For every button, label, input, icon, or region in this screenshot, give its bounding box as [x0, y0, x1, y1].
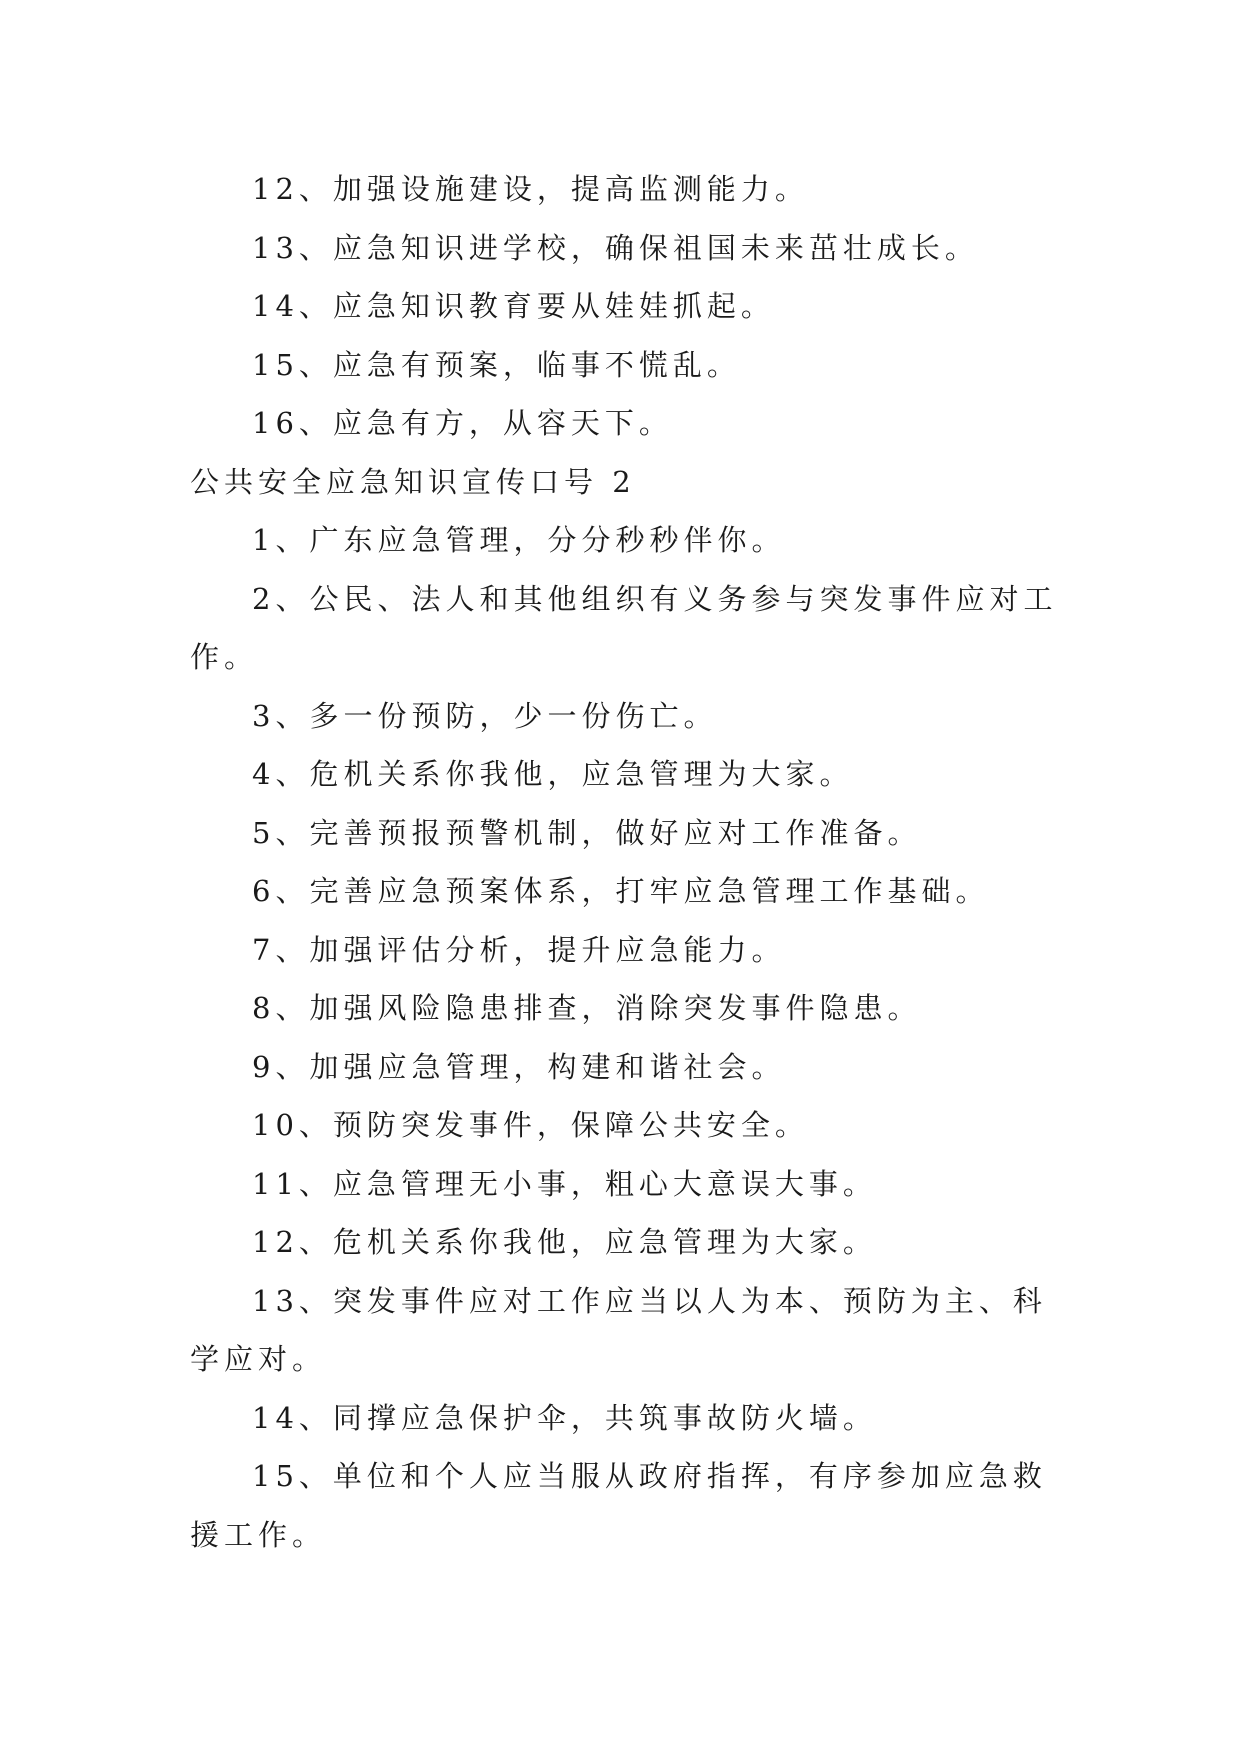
slogan-item: 15、单位和个人应当服从政府指挥，有序参加应急救援工作。: [190, 1459, 1047, 1552]
slogan-item: 5、完善预报预警机制，做好应对工作准备。: [252, 815, 922, 850]
slogan-item: 12、危机关系你我他，应急管理为大家。: [252, 1225, 877, 1259]
slogan-item: 7、加强评估分析，提升应急能力。: [252, 932, 786, 967]
slogan-item: 16、应急有方，从容天下。: [252, 406, 673, 440]
section-heading: 公共安全应急知识宣传口号 2: [190, 464, 636, 499]
slogan-item: 14、同撑应急保护伞，共筑事故防火墙。: [252, 1400, 877, 1435]
slogan-item: 10、预防突发事件，保障公共安全。: [252, 1108, 809, 1142]
slogan-item: 2、公民、法人和其他组织有义务参与突发事件应对工作。: [190, 581, 1058, 674]
slogan-item: 6、完善应急预案体系，打牢应急管理工作基础。: [252, 874, 990, 908]
slogan-item: 9、加强应急管理，构建和谐社会。: [252, 1049, 786, 1084]
slogan-item: 4、危机关系你我他，应急管理为大家。: [252, 757, 854, 791]
slogan-item: 13、突发事件应对工作应当以人为本、预防为主、科学应对。: [190, 1283, 1047, 1376]
slogan-item: 14、应急知识教育要从娃娃抓起。: [252, 289, 775, 323]
slogan-item: 13、应急知识进学校，确保祖国未来茁壮成长。: [252, 230, 979, 265]
slogan-item: 11、应急管理无小事，粗心大意误大事。: [252, 1166, 877, 1201]
document-body: [190, 160, 1058, 1564]
slogan-item: 8、加强风险隐患排查，消除突发事件隐患。: [252, 991, 922, 1025]
slogan-item: 3、多一份预防，少一份伤亡。: [252, 698, 718, 733]
slogan-item: 15、应急有预案，临事不慌乱。: [252, 347, 741, 382]
slogan-item: 1、广东应急管理，分分秒秒伴你。: [252, 523, 786, 557]
slogan-item: 12、加强设施建设，提高监测能力。: [252, 172, 809, 206]
